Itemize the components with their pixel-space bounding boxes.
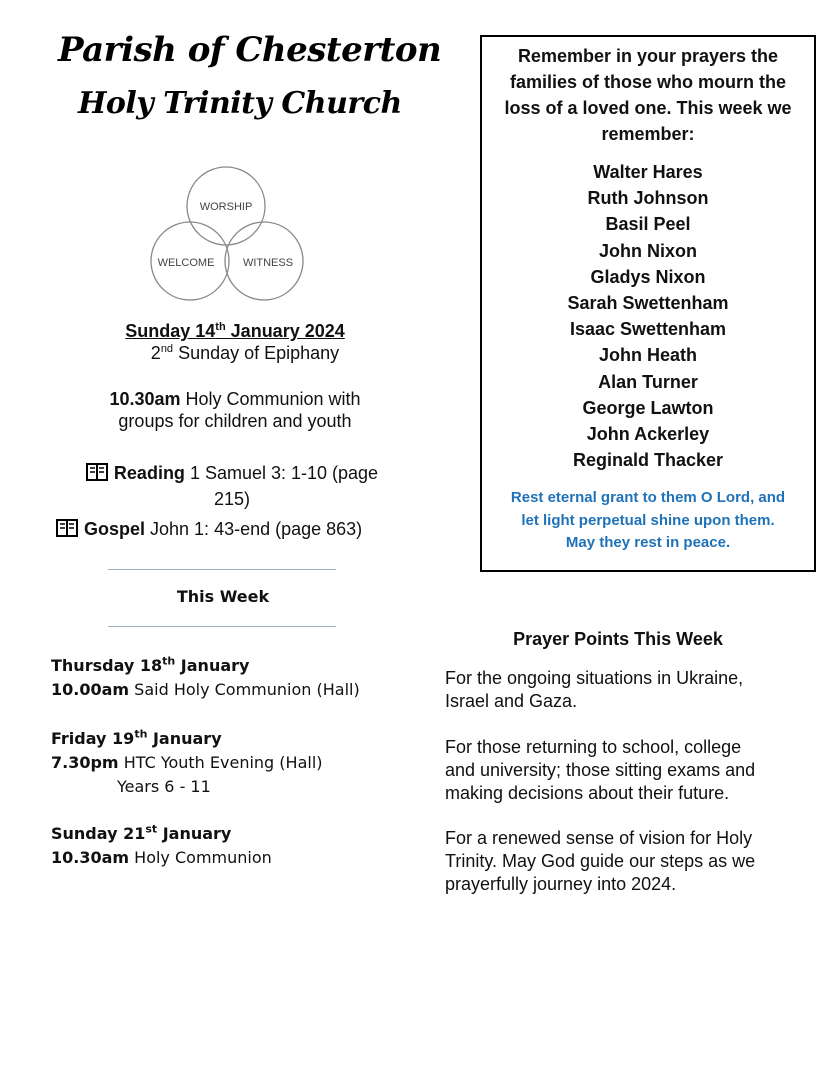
prayer-points-heading: Prayer Points This Week <box>513 629 723 649</box>
name-item: Ruth Johnson <box>587 188 709 209</box>
logo-welcome-text: WELCOME <box>157 257 215 269</box>
open-book-icon <box>56 519 78 537</box>
service-info: 10.30am Holy Communion with groups for children and youth <box>109 389 361 431</box>
mourning-box <box>480 35 816 572</box>
prayer-point: For the ongoing situations in Ukraine, Israel and Gaza. <box>445 668 744 711</box>
name-item: Walter Hares <box>593 162 703 182</box>
event-day: Thursday 18th January <box>51 654 250 675</box>
name-item: Basil Peel <box>605 214 691 235</box>
rest-eternal-prayer: Rest eternal grant to them O Lord, and let light perpetual shine upon them. May they rest in peace. <box>510 489 786 552</box>
this-week-heading: This Week <box>176 587 270 606</box>
names-list <box>482 159 814 473</box>
name-item: Sarah Swettenham <box>567 293 729 314</box>
name-item: Isaac Swettenham <box>569 319 727 340</box>
reading-line: Reading 1 Samuel 3: 1-10 (page 215) <box>62 460 402 512</box>
event-detail: 10.30am Holy Communion <box>51 848 272 867</box>
worship-welcome-witness-logo <box>138 155 318 305</box>
sunday-date: Sunday 14th January 2024 <box>125 321 345 341</box>
name-item: Reginald Thacker <box>572 450 724 471</box>
divider <box>108 569 336 570</box>
logo-worship-text: WORSHIP <box>199 201 253 213</box>
event-item <box>51 727 323 799</box>
name-item: John Ackerley <box>586 424 710 445</box>
church-title: Holy Trinity Church <box>78 86 402 121</box>
name-item: George Lawton <box>582 397 714 418</box>
event-detail: 7.30pm HTC Youth Evening (Hall) <box>51 753 323 772</box>
event-item <box>51 822 272 870</box>
event-detail: 10.00am Said Holy Communion (Hall) <box>51 680 360 699</box>
name-item: Alan Turner <box>598 371 698 392</box>
mourning-intro: Remember in your prayers the families of those who mourn the loss of a loved one. This week we remember: <box>504 46 792 144</box>
event-item <box>51 654 360 702</box>
prayer-point: For those returning to school, college and university; those sitting exams and making decisions about their future. <box>445 737 756 803</box>
sunday-subtitle: 2nd Sunday of Epiphany <box>150 343 340 363</box>
parish-title: Parish of Chesterton <box>58 30 442 70</box>
prayer-point: For a renewed sense of vision for Holy Trinity. May God guide our steps as we prayerfully journey into 2024. <box>445 828 756 894</box>
divider <box>108 626 336 627</box>
event-extra: Years 6 - 11 <box>117 777 211 796</box>
name-item: Gladys Nixon <box>590 266 706 287</box>
name-item: John Nixon <box>599 240 697 261</box>
name-item: John Heath <box>598 345 697 366</box>
open-book-icon <box>86 463 108 481</box>
logo-witness-text: WITNESS <box>242 257 294 269</box>
gospel-line: Gospel John 1: 43-end (page 863) <box>56 516 362 542</box>
event-day: Friday 19th January <box>51 727 222 748</box>
event-day: Sunday 21st January <box>51 822 232 843</box>
